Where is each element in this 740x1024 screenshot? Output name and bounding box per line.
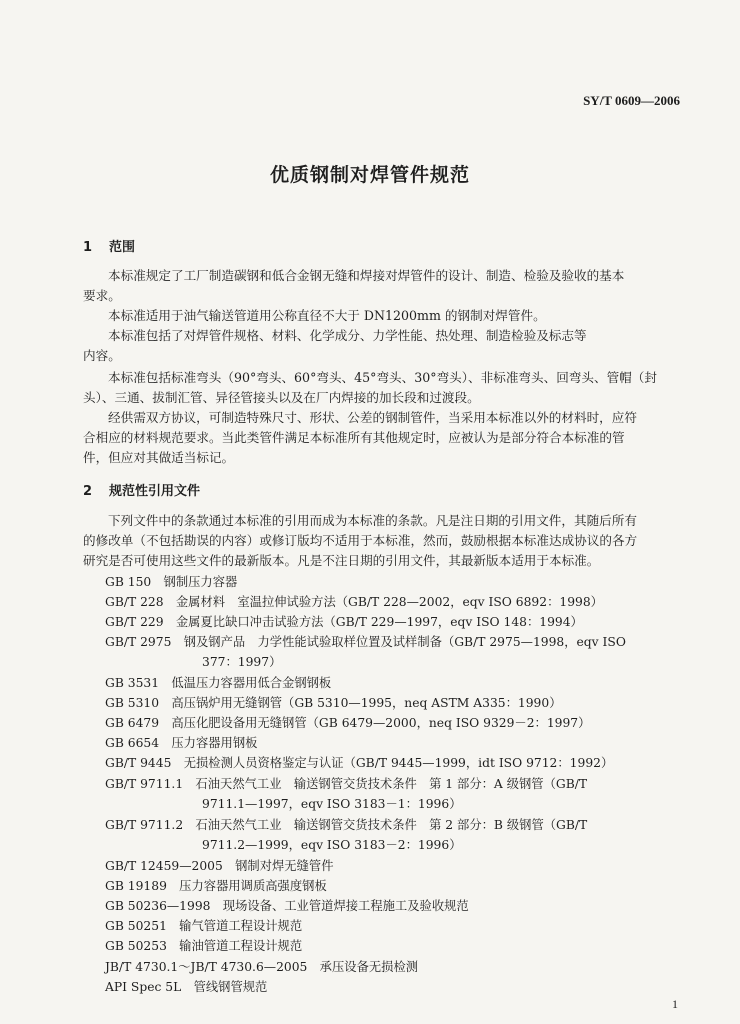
reference-item (105, 774, 680, 814)
reference-continuation: 9711.2—1999，eqv ISO 3183－2：1996） (202, 838, 462, 852)
section-title: 规范性引用文件 (109, 484, 201, 499)
reference-text: GB/T 229 金属夏比缺口冲击试验方法（GB/T 229—1997，eqv ISO 148：1994） (105, 615, 583, 629)
reference-text: GB/T 9711.1 石油天然气工业 输送钢管交货技术条件 第 1 部分：A 级钢管（GB/T (105, 777, 588, 791)
text-line: 头）、三通、拔制汇管、异径管接头以及在厂内焊接的加长段和过渡段。 (83, 390, 480, 405)
paragraph (83, 326, 677, 366)
text-line: 研究是否可使用这些文件的最新版本。凡是不注日期的引用文件，其最新版本适用于本标准。 (83, 553, 600, 568)
reference-text: GB 6654 压力容器用钢板 (105, 736, 258, 750)
reference-continuation: 9711.1—1997，eqv ISO 3183－1：1996） (202, 797, 462, 811)
text-line: 合相应的材料规范要求。当此类管件满足本标准所有其他规定时，应被认为是部分符合本标准的管 (83, 430, 625, 445)
paragraph (83, 266, 677, 306)
reference-text: GB 50236—1998 现场设备、工业管道焊接工程施工及验收规范 (105, 899, 469, 913)
text-line: 本标准规定了工厂制造碳钢和低合金钢无缝和焊接对焊管件的设计、制造、检验及验收的基本 (108, 268, 625, 283)
section-title: 范围 (109, 240, 136, 255)
reference-item (105, 592, 680, 612)
text-line: 本标准包括标准弯头（90°弯头、60°弯头、45°弯头、30°弯头）、非标准弯头、回弯头、管帽（封 (108, 370, 657, 385)
document-title: 优质钢制对焊管件规范 (269, 164, 470, 186)
reference-item (105, 673, 680, 693)
reference-item (105, 916, 680, 936)
reference-text: GB/T 9445 无损检测人员资格鉴定与认证（GB/T 9445—1999，idt ISO 9712：1992） (105, 756, 614, 770)
reference-item (105, 856, 680, 876)
reference-text: GB/T 228 金属材料 室温拉伸试验方法（GB/T 228—2002，eqv ISO 6892：1998） (105, 595, 603, 609)
text-line: 内容。 (83, 348, 121, 363)
reference-text: GB 3531 低温压力容器用低合金钢钢板 (105, 676, 332, 690)
paragraph (83, 368, 677, 408)
text-line: 本标准包括了对焊管件规格、材料、化学成分、力学性能、热处理、制造检验及标志等 (108, 328, 587, 343)
reference-continuation: 377：1997） (202, 655, 282, 669)
reference-text: GB 19189 压力容器用调质高强度钢板 (105, 879, 327, 893)
reference-item (105, 713, 680, 733)
reference-item (105, 815, 680, 855)
reference-item (105, 572, 680, 592)
section-number: 1 (83, 240, 93, 255)
reference-text: GB 50251 输气管道工程设计规范 (105, 919, 303, 933)
text-line: 经供需双方协议，可制造特殊尺寸、形状、公差的钢制管件，当采用本标准以外的材料时，应符 (108, 410, 637, 425)
reference-item (105, 936, 680, 956)
reference-item (105, 693, 680, 713)
text-line: 下列文件中的条款通过本标准的引用而成为本标准的条款。凡是注日期的引用文件，其随后所有 (108, 513, 637, 528)
reference-item (105, 733, 680, 753)
reference-item (105, 753, 680, 773)
page-number: 1 (672, 997, 678, 1011)
reference-text: GB/T 2975 钢及钢产品 力学性能试验取样位置及试样制备（GB/T 2975—1998，eqv ISO (105, 635, 626, 649)
paragraph (83, 511, 677, 571)
reference-text: GB 150 钢制压力容器 (105, 575, 238, 589)
paragraph (83, 408, 677, 468)
reference-item (105, 612, 680, 632)
text-line: 本标准适用于油气输送管道用公称直径不大于 DN1200mm 的钢制对焊管件。 (108, 308, 546, 323)
reference-text: GB/T 12459—2005 钢制对焊无缝管件 (105, 859, 334, 873)
reference-text: GB 50253 输油管道工程设计规范 (105, 939, 303, 953)
reference-item (105, 896, 680, 916)
text-line: 件，但应对其做适当标记。 (83, 450, 235, 465)
text-line: 要求。 (83, 288, 121, 303)
reference-text: GB 5310 高压锅炉用无缝钢管（GB 5310—1995，neq ASTM A335：1990） (105, 696, 562, 710)
paragraph (83, 306, 677, 326)
section-2-heading (83, 480, 200, 499)
text-line: 的修改单（不包括勘误的内容）或修订版均不适用于本标准，然而，鼓励根据本标准达成协议的各方 (83, 533, 638, 548)
section-number: 2 (83, 484, 93, 499)
reference-text: GB 6479 高压化肥设备用无缝钢管（GB 6479—2000，neq ISO 9329－2：1997） (105, 716, 591, 730)
reference-item (105, 632, 680, 672)
reference-item (105, 876, 680, 896)
reference-item (105, 957, 680, 977)
section-1-heading (83, 236, 135, 255)
reference-item (105, 977, 680, 997)
reference-text: API Spec 5L 管线钢管规范 (105, 980, 268, 994)
reference-text: GB/T 9711.2 石油天然气工业 输送钢管交货技术条件 第 2 部分：B 级钢管（GB/T (105, 818, 588, 832)
standard-code: SY/T 0609—2006 (583, 93, 680, 108)
reference-text: JB/T 4730.1～JB/T 4730.6—2005 承压设备无损检测 (105, 960, 419, 974)
